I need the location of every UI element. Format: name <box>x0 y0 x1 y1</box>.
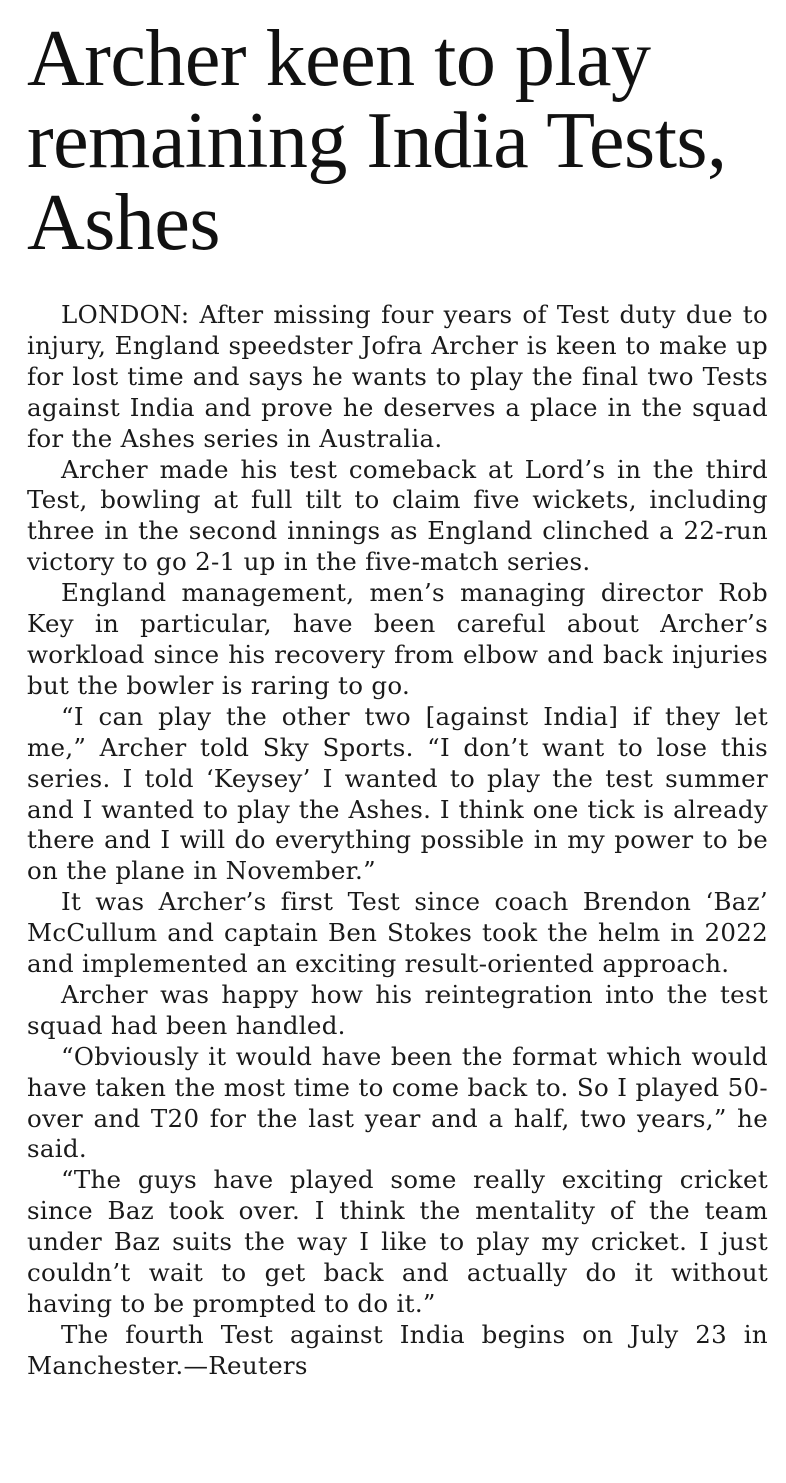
news-article <box>27 15 768 1382</box>
article-paragraph: LONDON: After missing four years of Test duty due to injury, England speedster Jofra Archer is keen to make up for lost time and says he wants to play the final two Tests against India and prove he deserves a place in the squad for the Ashes series in Australia. <box>27 300 768 453</box>
article-paragraph: The fourth Test against India begins on July 23 in Manchester.—Reuters <box>27 1319 768 1380</box>
article-paragraph: “The guys have played some really exciting cricket since Baz took over. I think the mentality of the team under Baz suits the way I like to play my cricket. I just couldn’t wait to get back and actually do it without having to be prompted to do it.” <box>27 1165 768 1318</box>
article-paragraph: It was Archer’s first Test since coach Brendon ‘Baz’ McCullum and captain Ben Stokes took the helm in 2022 and implemented an exciting result-oriented approach. <box>27 887 768 979</box>
article-paragraph: “I can play the other two [against India] if they let me,” Archer told Sky Sports. “I don’t want to lose this series. I told ‘Keysey’ I wanted to play the test summer and I wanted to play the Ashes. I think one tick is already there and I will do everything possible in my power to be on the plane in November.” <box>27 701 768 886</box>
article-paragraph: “Obviously it would have been the format which would have taken the most time to come back to. So I played 50-over and T20 for the last year and a half, two years,” he said. <box>27 1041 768 1164</box>
article-paragraph: England management, men’s managing director Rob Key in particular, have been careful about Archer’s workload since his recovery from elbow and back injuries but the bowler is raring to go. <box>27 578 768 700</box>
article-body <box>27 300 768 1382</box>
article-paragraph: Archer was happy how his reintegration into the test squad had been handled. <box>27 979 768 1040</box>
article-headline: Archer keen to play remaining India Tests, Ashes <box>27 15 727 267</box>
article-paragraph: Archer made his test comeback at Lord’s in the third Test, bowling at full tilt to claim five wickets, including three in the second innings as England clinched a 22-run victory to go 2-1 up in the five-match series. <box>27 454 768 577</box>
